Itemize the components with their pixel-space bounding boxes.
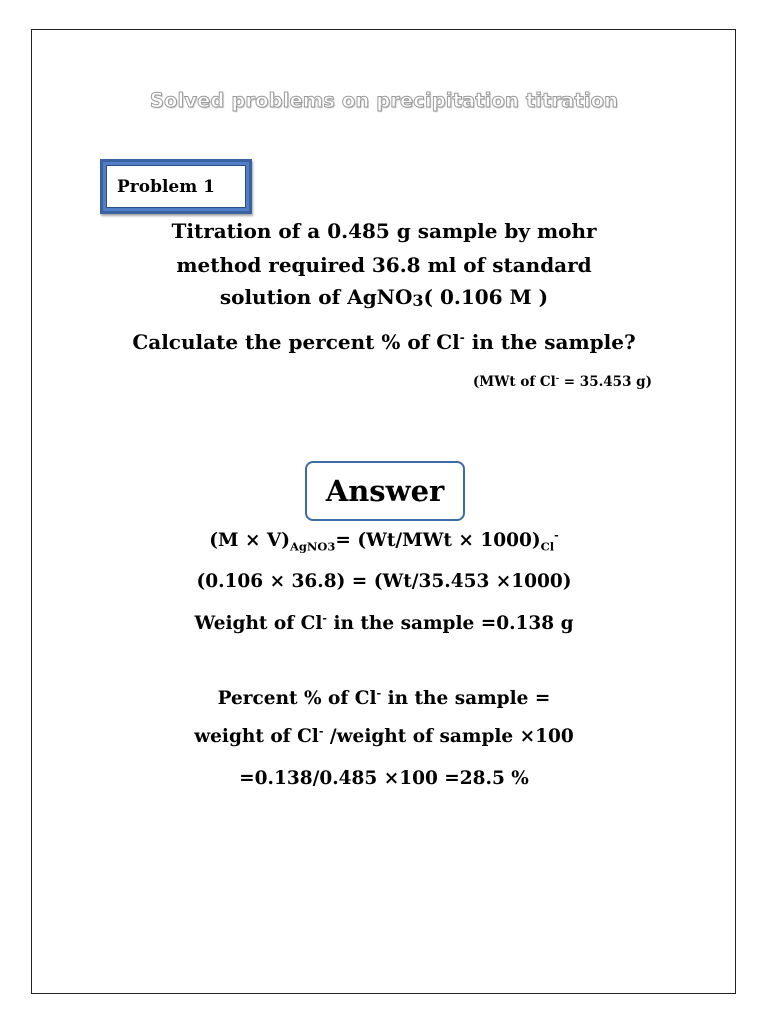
molecular-weight-note: (MWt of Cl- = 35.453 g) [472, 372, 652, 390]
page-title: Solved problems on precipitation titration [149, 89, 619, 112]
problem-label: Problem 1 [106, 165, 246, 208]
problem-label-box [100, 159, 252, 214]
solution-equation-2: (0.106 × 36.8) = (Wt/35.453 ×1000) [196, 571, 572, 592]
solution-result-line: =0.138/0.485 ×100 =28.5 % [239, 768, 529, 789]
question-line-2: method required 36.8 ml of standard [176, 253, 592, 277]
question-line-3: solution of AgNO$_3$( 0.106 M ) [219, 285, 549, 310]
solution-ratio-line: weight of Cl- /weight of sample ×100 [194, 724, 574, 747]
solution-weight-line: Weight of Cl- in the sample =0.138 g [194, 611, 574, 634]
solution-equation-1: $(M \times V)_{AgNO3}= (Wt/MWt \times 1000)_{Cl}^-$ [209, 528, 559, 554]
solution-percent-line: Percent % of Cl- in the sample = [217, 686, 551, 709]
question-line-1: Titration of a 0.485 g sample by mohr [171, 219, 597, 243]
question-line-4: Calculate the percent % of Cl- in the sample? [132, 330, 636, 354]
answer-heading: Answer [305, 461, 465, 521]
